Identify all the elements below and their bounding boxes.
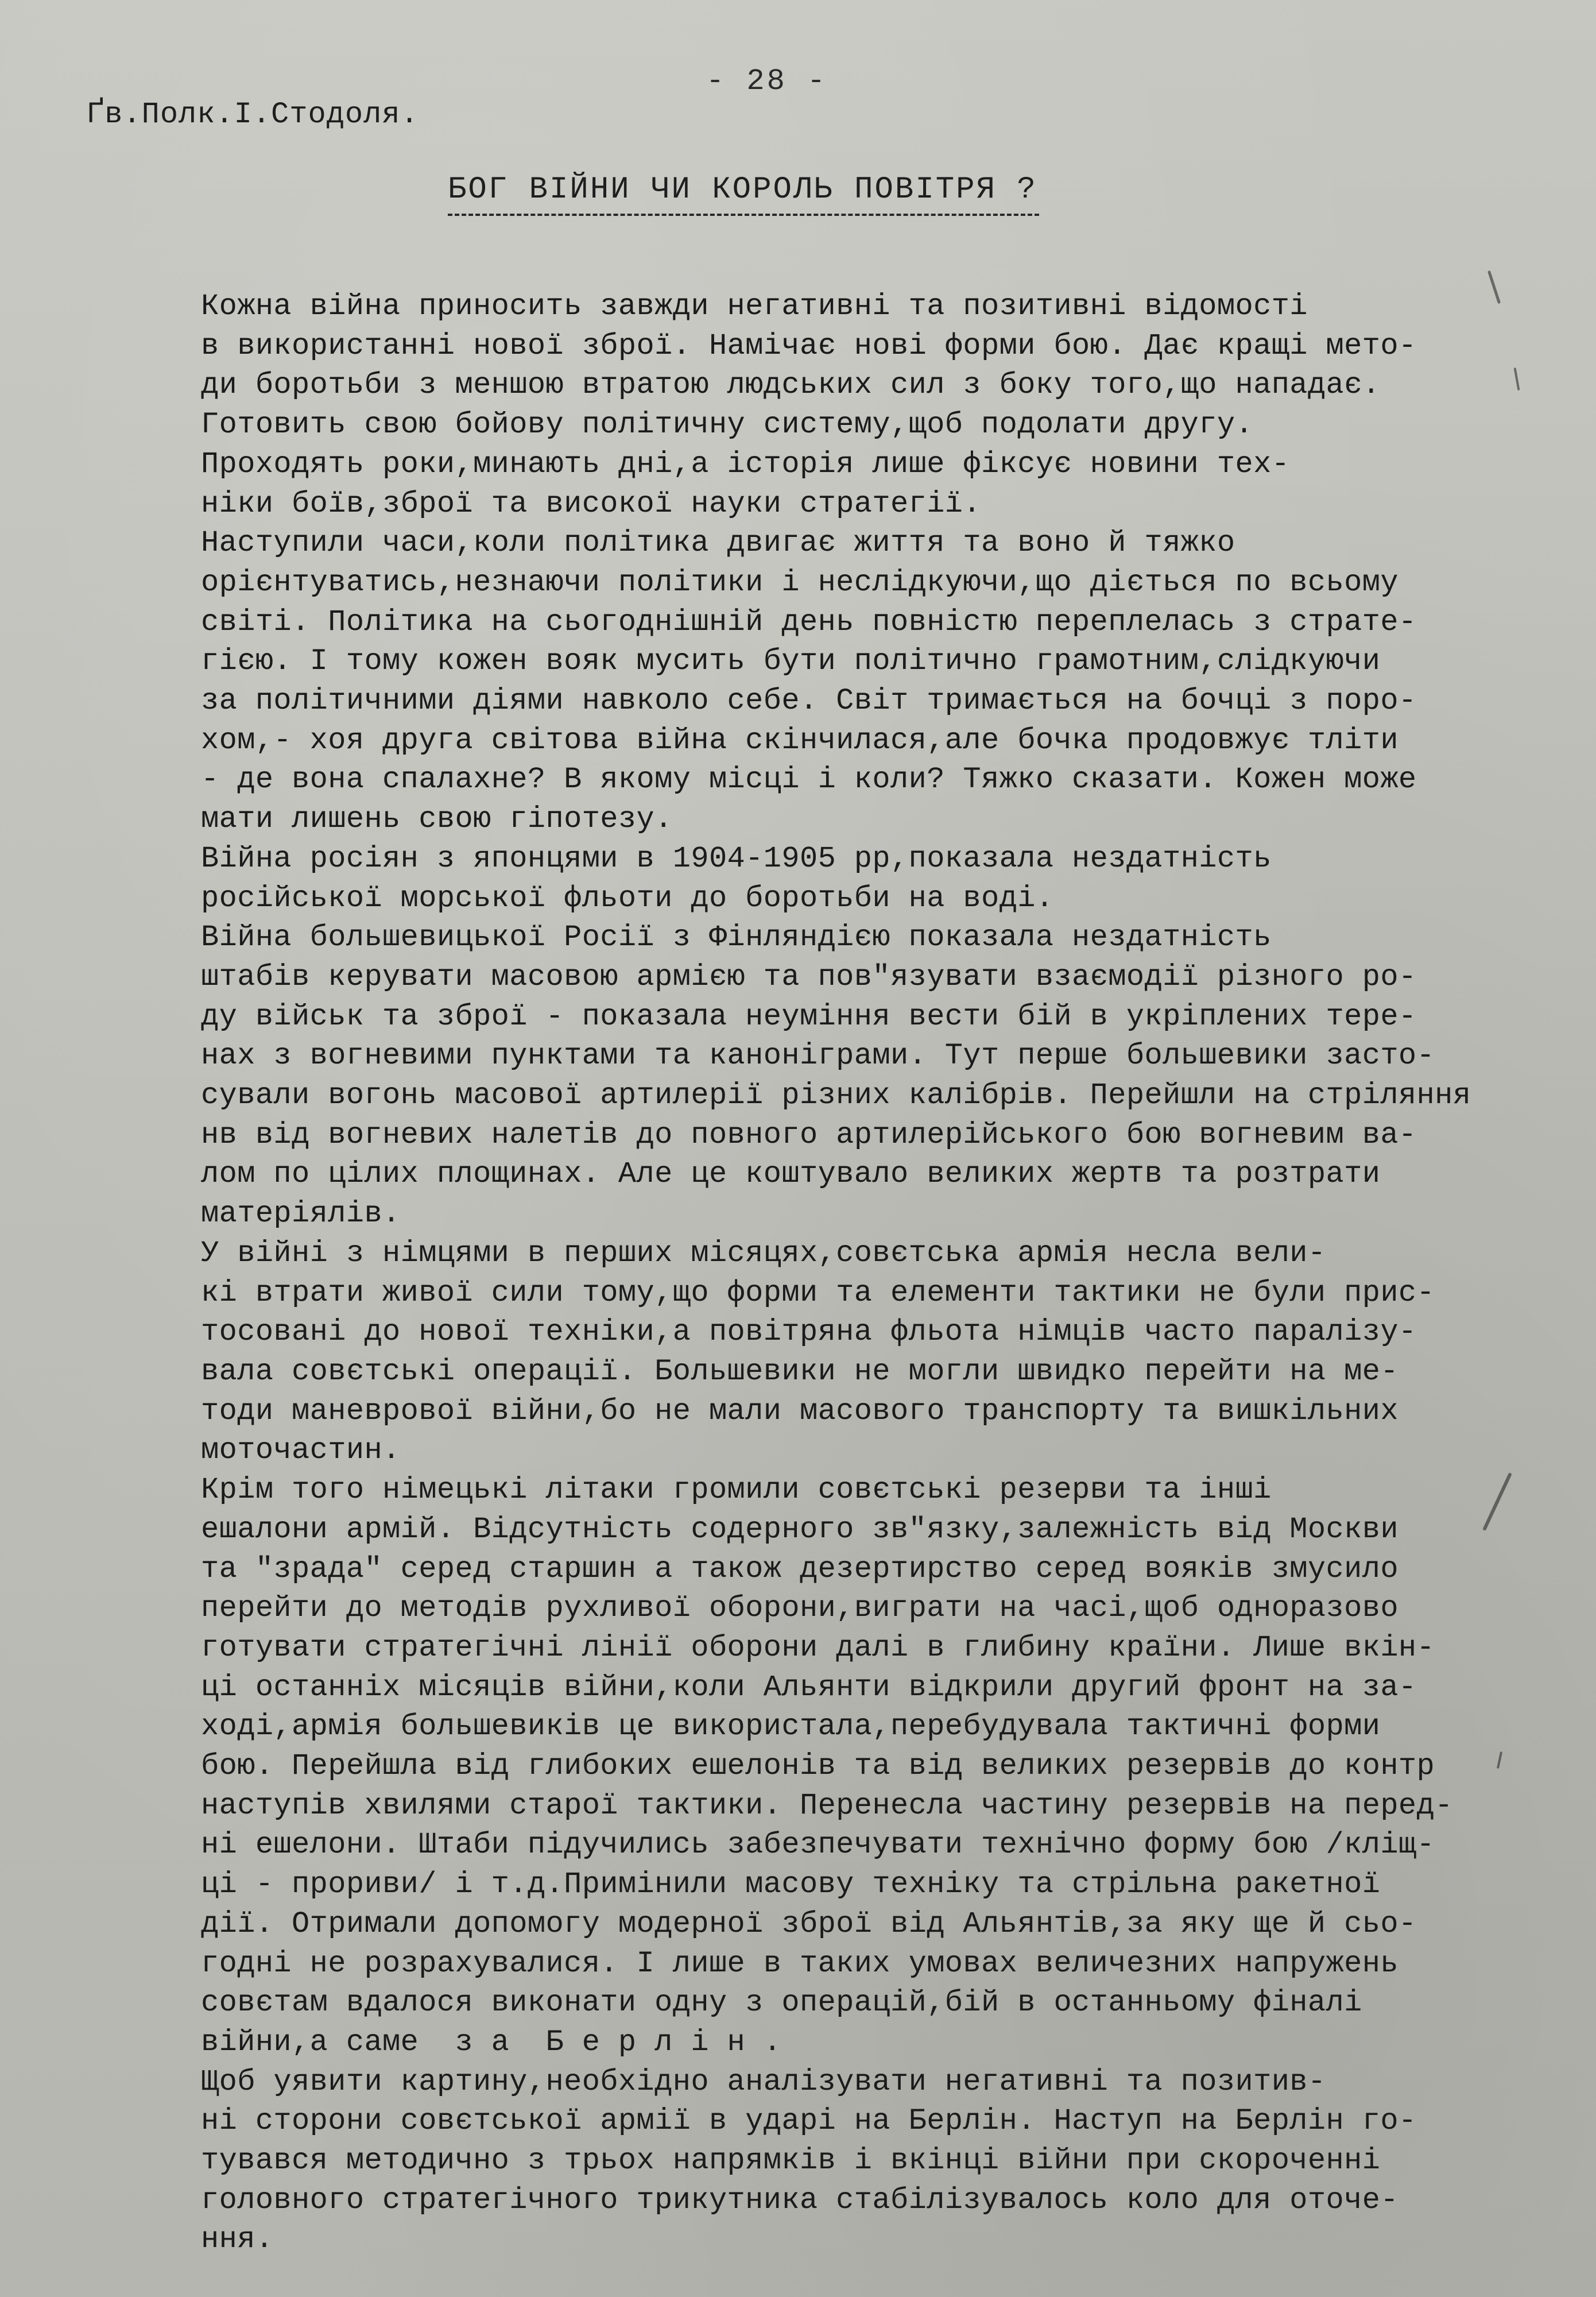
paragraph-5: Війна большевицької Росії з Фінляндією показала нездатність штабів керувати масовою армією та пов"язувати взаємодії різного ро- ду військ та зброї - показала неуміння вести бій в укріплених тере- нах з вогневими пунктами та каноніграми. Тут перше большевики засто- сували вогонь масової артилерії різних калібрів. Перейшли на стріляння нв від вогневих налетів до повного артилерійського бою вогневим ва- лом по цілих площинах. Але це коштувало великих жертв та розтрати матеріялів. [201,921,1471,1231]
paragraph-4: Війна росіян з японцями в 1904-1905 рр,показала нездатність російської морської фльоти до боротьби на воді. [201,841,1272,915]
paragraph-1: Кожна війна приносить завжди негативні та позитивні відомості в використанні нової зброї. Намічає нові форми бою. Дає кращі мето- ди боротьби з меншою втратою людських сил з боку того,що нападає. Готовить свою бойову політичну систему,щоб подолати другу. [201,289,1417,442]
paragraph-7: Крім того німецькі літаки громили совєтські резерви та інші ешалони армій. Відсутність содерного зв"язку,залежність від Москви та "зрада" серед старшин а також дезертирство серед вояків змусило перейти до методів рухливої оборони,виграти на часі,щоб одноразово готувати стратегічні лінії оборони далі в глибину країни. Лише вкін- ці останніх місяців війни,коли Альянти відкрили другий фронт на за- ході,армія большевиків це використала,перебудувала тактичні форми бою. Перейшла від глибоких ешелонів та від великих резервів до контр наступів хвилями старої тактики. Перенесла частину резервів на перед- ні ешелони. Штаби підучились забезпечувати технічно форму бою /кліщ- ці - прориви/ і т.д.Примінили масову техніку та стрільна ракетної дії. Отримали допомогу модерної зброї від Альянтів,за яку ще й сьо- годні не розрахувалися. І лише в таких умовах величезних напружень совєтам вдалося виконати одну з операцій,бій в останньому фіналі війни,а саме з а Б е р л і н . [201,1473,1453,2059]
author-line: Ґв.Полк.І.Стодоля. [86,98,419,132]
scan-mark [1514,368,1520,390]
article-body [86,287,1504,2260]
page-number: - 28 - [706,64,828,98]
paragraph-6: У війні з німцями в перших місяцях,совєтська армія несла вели- кі втрати живої сили тому,що форми та елементи тактики не були прис- тосовані до нової техніки,а повітряна фльота німців часто паралізу- вала совєтські операції. Большевики не могли швидко перейти на ме- тоди маневрової війни,бо не мали масового транспорту та вишкільних моточастин. [201,1236,1435,1468]
paragraph-3: Наступили часи,коли політика двигає життя та воно й тяжко орієнтуватись,незнаючи політики і неслідкуючи,що діється по всьому світі. Політика на сьогоднішній день повністю переплелась з страте- гією. І тому кожен вояк мусить бути політично грамотним,слідкуючи за політичними діями навколо себе. Світ тримається на бочці з поро- хом,- хоя друга світова війна скінчилася,але бочка продовжує тліти - де вона спалахне? В якому місці і коли? Тяжко сказати. Кожен може мати лишень свою гіпотезу. [201,526,1417,837]
title-underline [448,214,1039,216]
article-title: БОГ ВІЙНИ ЧИ КОРОЛЬ ПОВІТРЯ ? [448,172,1037,207]
paragraph-8: Щоб уявити картину,необхідно аналізувати негативні та позитив- ні сторони совєтської армії в ударі на Берлін. Наступ на Берлін го- тувався методично з трьох напрямків і вкінці війни при скороченні головного стратегічного трикутника стабілізувалось коло для оточе- ння. [201,2064,1417,2257]
paragraph-2: Проходять роки,минають дні,а історія лише фіксує новини тех- ніки боїв,зброї та високої науки стратегії. [201,447,1290,521]
